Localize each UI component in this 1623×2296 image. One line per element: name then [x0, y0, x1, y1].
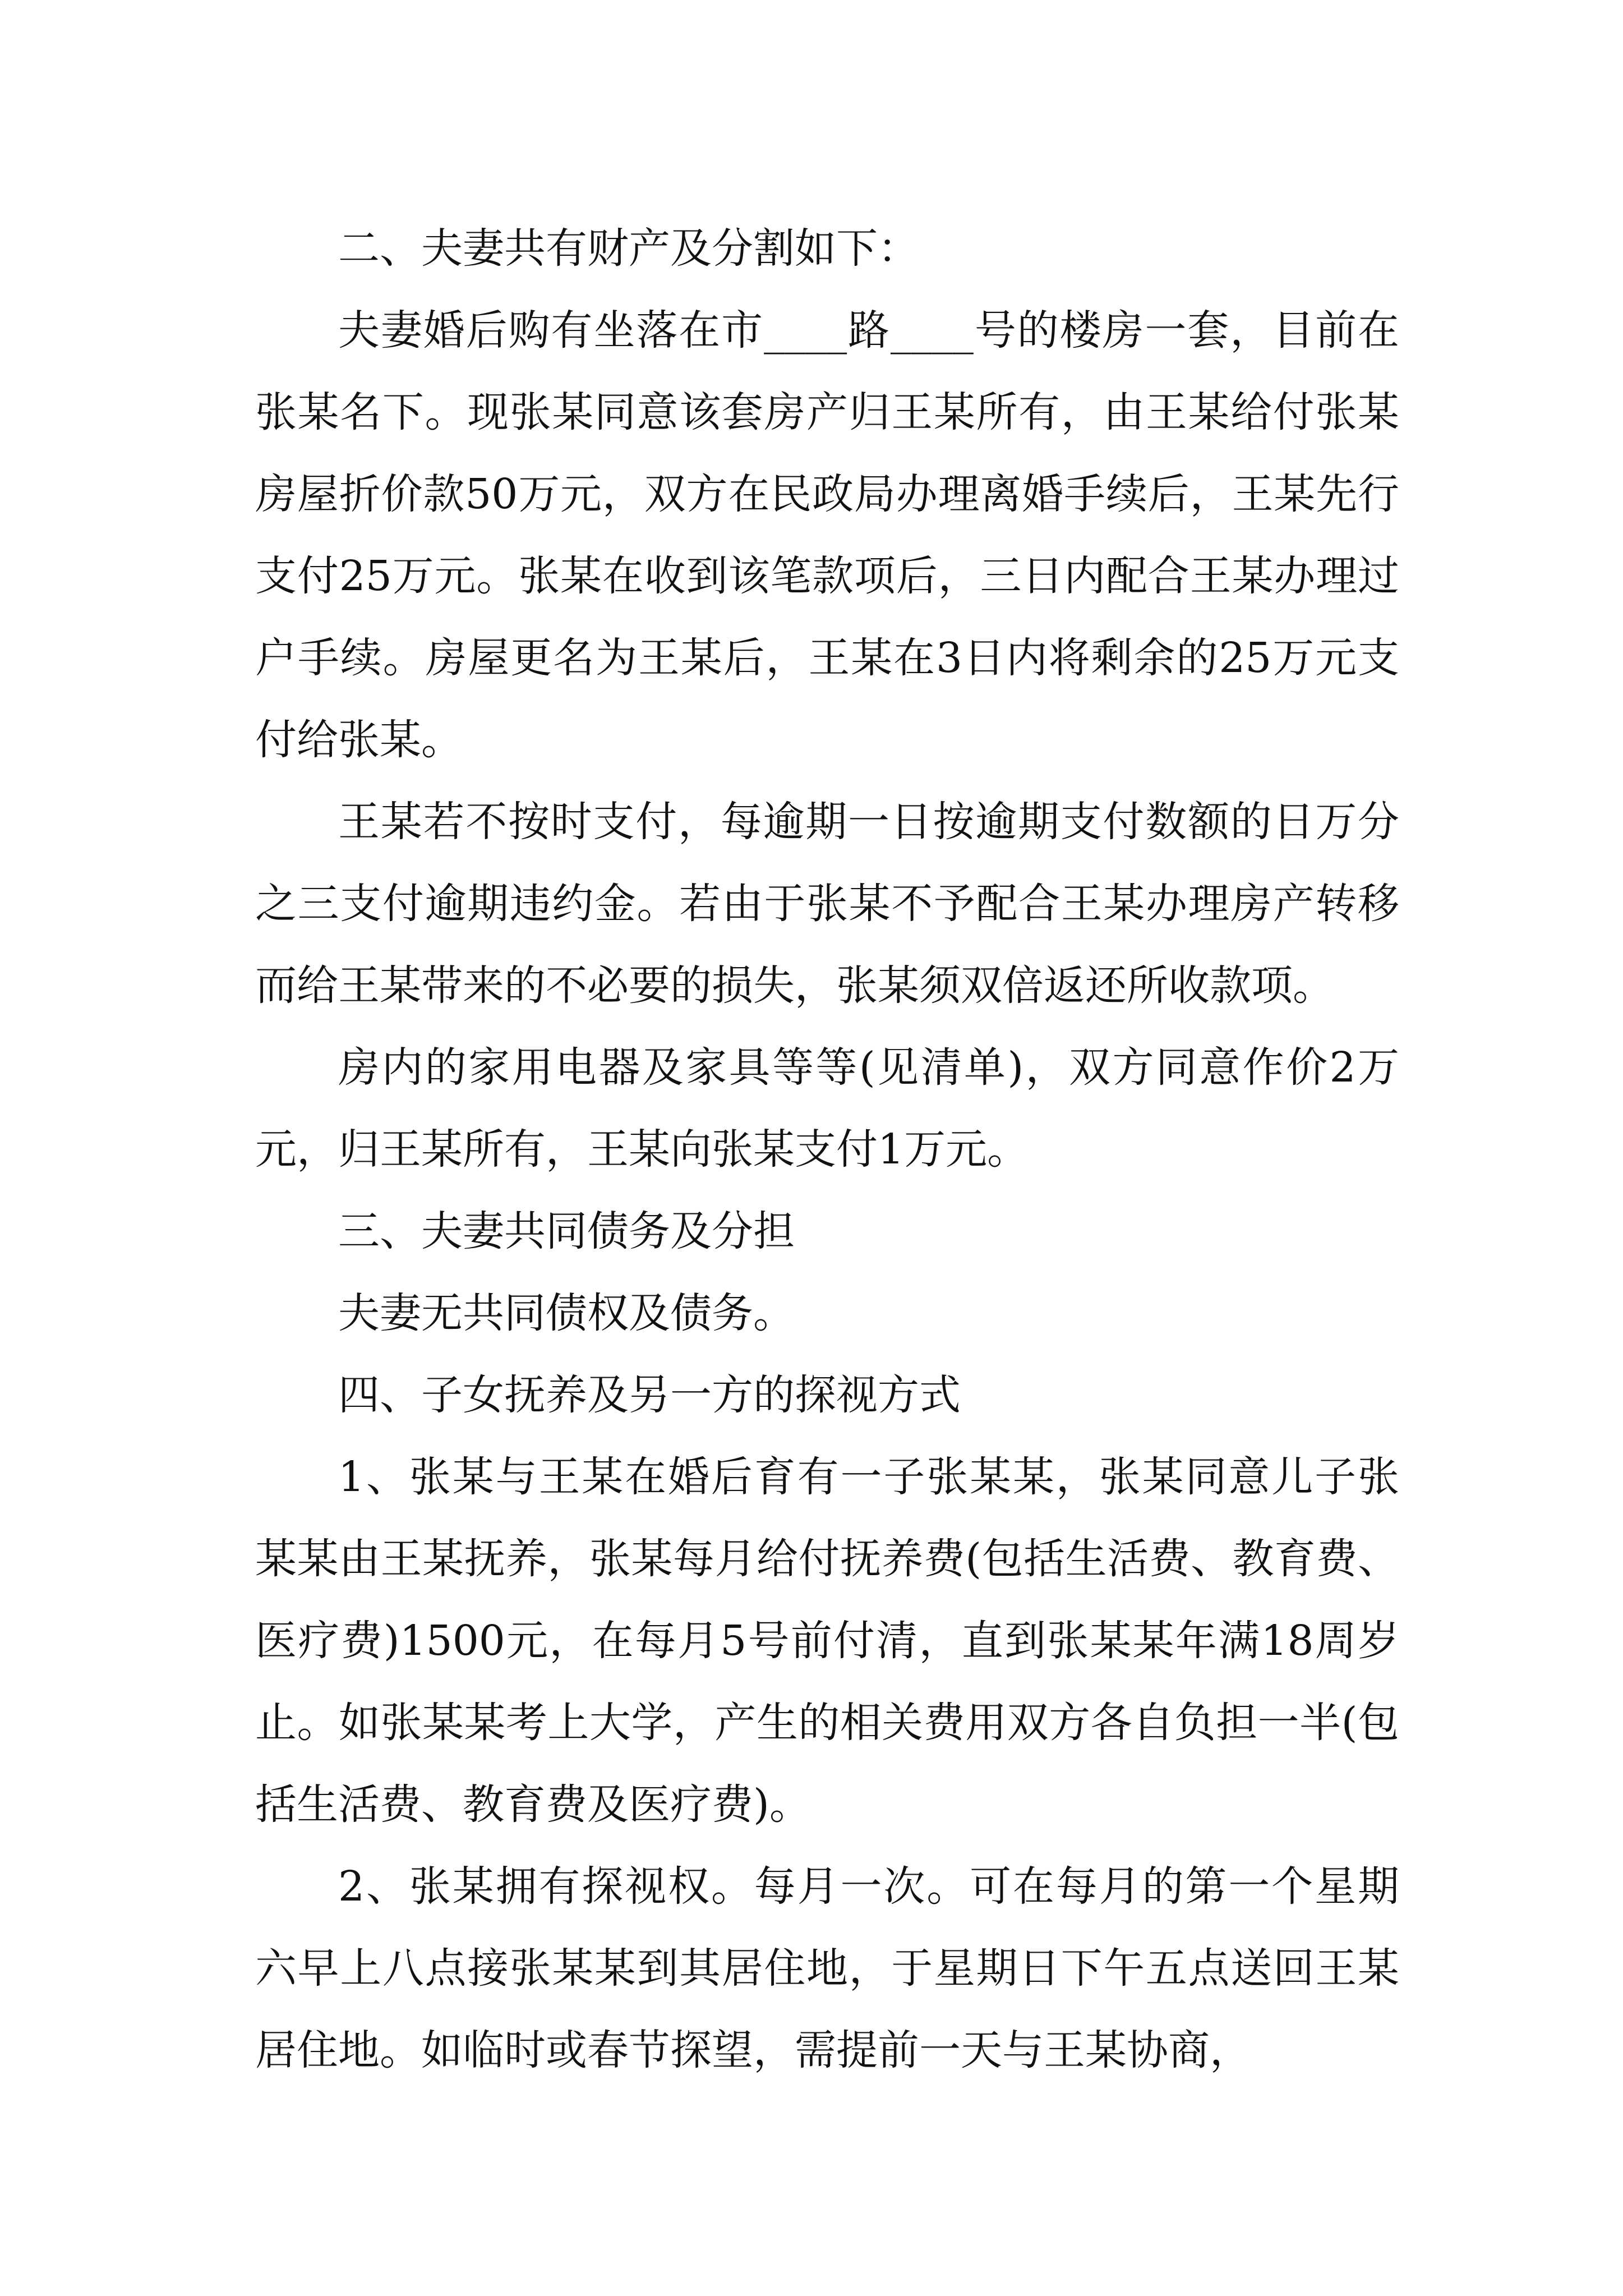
section-heading-children: 四、子女抚养及另一方的探视方式: [338, 1371, 961, 1419]
paragraph-visitation: 2、张某拥有探视权。每月一次。可在每月的第一个星期六早上八点接张某某到其居住地，于星期日下午五点送回王某居住地。如临时或春节探望，需提前一天与王某协商，: [255, 1862, 1399, 2074]
paragraph-child-support: 1、张某与王某在婚后育有一子张某某，张某同意儿子张某某由王某抚养，张某每月给付抚养费(包括生活费、教育费、医疗费)1500元，在每月5号前付清，直到张某某年满18周岁止。如张某某考上大学，产生的相关费用双方各自负担一半(包括生活费、教育费及医疗费)。: [255, 1453, 1399, 1829]
paragraph-late-payment: 王某若不按时支付，每逾期一日按逾期支付数额的日万分之三支付逾期违约金。若由于张某不予配合王某办理房产转移而给王某带来的不必要的损失，张某须双倍返还所收款项。: [255, 798, 1399, 1010]
paragraph-house-division: 夫妻婚后购有坐落在市____路____号的楼房一套，目前在张某名下。现张某同意该套房产归王某所有，由王某给付张某房屋折价款50万元，双方在民政局办理离婚手续后，王某先行支付25万元。张某在收到该笔款项后，三日内配合王某办理过户手续。房屋更名为王某后，王某在3日内将剩余的25万元支付给张某。: [255, 306, 1399, 764]
paragraph-no-debts: 夫妻无共同债权及债务。: [338, 1289, 795, 1337]
paragraph-appliances: 房内的家用电器及家具等等(见清单)，双方同意作价2万元，归王某所有，王某向张某支付1万元。: [255, 1043, 1399, 1174]
section-heading-property: 二、夫妻共有财产及分割如下：: [338, 224, 919, 273]
document-page: [255, 208, 1399, 2091]
section-heading-debts: 三、夫妻共同债务及分担: [338, 1207, 795, 1255]
